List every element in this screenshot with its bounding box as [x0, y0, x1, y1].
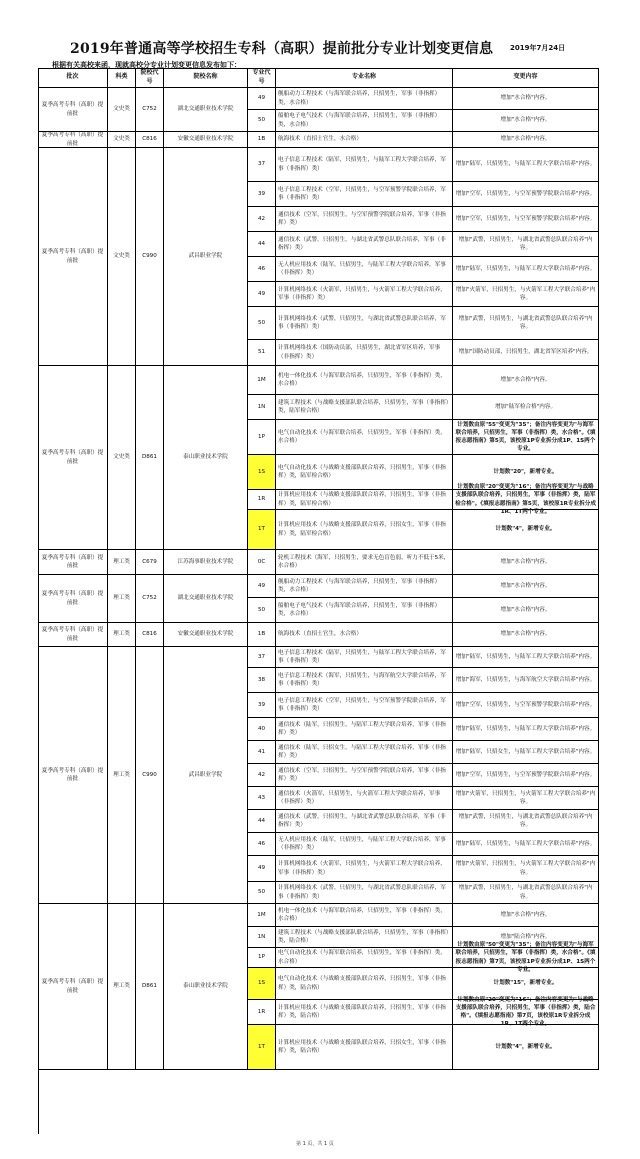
- change-content: 增加"陆军，只招女生，与陆军工程大学联合培养"内容。: [453, 741, 599, 764]
- group-school-code: C752: [136, 88, 164, 132]
- header-major-name: 专业名称: [276, 68, 453, 88]
- major-name: 建筑工程技术（与战略支援部队联合培养，只招男生，军事（非指挥）类，陆合格）: [276, 927, 453, 948]
- major-name: 计算机应用技术（与战略支援部队联合培养，只招男生，军事（非指挥）类，陆军检合格）: [276, 490, 453, 510]
- group-school-name: 安徽交通职业技术学院: [164, 132, 248, 148]
- change-content: 增加"海军，只招男生，与海军航空大学联合培养"内容。: [453, 668, 599, 693]
- change-content: 增加"空军，只招男生，与空军预警学院联合培养"内容。: [453, 693, 599, 718]
- major-name: 通信技术（武警，只招男生，与湖北省武警总队联合培养，军事（非指挥）类）: [276, 232, 453, 257]
- change-content: 增加"水合格"内容。: [453, 366, 599, 395]
- major-code: 50: [248, 598, 276, 623]
- major-code: 37: [248, 647, 276, 668]
- major-code: 1M: [248, 904, 276, 927]
- major-name: 计算机网络技术（武警，只招男生，与湖北省武警总队联合培养，军事（非指挥）类）: [276, 307, 453, 340]
- major-name: 航海技术（直招士官生，水合格）: [276, 623, 453, 647]
- change-content: 增加"陆军，只招男生，与陆军工程大学联合培养"内容。: [453, 148, 599, 182]
- major-code: 1S: [248, 968, 276, 1000]
- document-title: 2019年普通高等学校招生专科（高职）提前批分专业计划变更信息: [70, 41, 494, 57]
- change-content: 计划数由原"20"变更为"16"；备注内容变更为"与战略支援部队联合培养，只招男生，军事（非指挥）类，陆军检合格"。《填报志愿指南》第5页，该校原1R专业拆分成1R、1T两个专业。: [453, 490, 599, 510]
- major-name: 船舶电子电气技术（与海军联合培养，只招男生，军事（非指挥）类，水合格）: [276, 110, 453, 132]
- major-code: 44: [248, 810, 276, 833]
- change-content: 计划数由原"50"变更为"35"；备注内容变更为"与海军联合培养，只招男生，军事（非指挥）类，水合格"。《填报志愿指南》第7页，该校原1P专业拆分成1P、1S两个专业。: [453, 948, 599, 968]
- major-code: 43: [248, 787, 276, 810]
- major-code: 49: [248, 856, 276, 882]
- major-code: 1N: [248, 395, 276, 420]
- major-code: 1R: [248, 490, 276, 510]
- group-school-name: 江苏海事职业技术学院: [164, 550, 248, 575]
- group-batch: 夏季高考专科（高职）提前批: [38, 647, 108, 904]
- change-content: 增加"空军，只招男生，与空军预警学院联合培养"内容。: [453, 764, 599, 787]
- major-name: 电子信息工程技术（空军，只招男生，与空军预警学院联合培养，军事（非指挥）类）: [276, 693, 453, 718]
- group-batch: 夏季高考专科（高职）提前批: [38, 88, 108, 132]
- change-content: 增加"武警，只招男生，与湖北省武警总队联合培养"内容。: [453, 307, 599, 340]
- group-subject: 文史类: [108, 132, 136, 148]
- group-school-name: 安徽交通职业技术学院: [164, 623, 248, 647]
- major-code: 39: [248, 182, 276, 207]
- change-content: 增加"水合格"内容。: [453, 550, 599, 575]
- major-code: 1R: [248, 1000, 276, 1025]
- group-batch: 夏季高考专科（高职）提前批: [38, 623, 108, 647]
- major-code: 50: [248, 110, 276, 132]
- change-content: 增加"武警，只招男生，与湖北省武警总队联合培养"内容。: [453, 810, 599, 833]
- major-code: 1T: [248, 510, 276, 550]
- change-content: 计划数"4"，新增专业。: [453, 1025, 599, 1070]
- major-code: 1P: [248, 948, 276, 968]
- group-batch: 夏季高考专科（高职）提前批: [38, 148, 108, 366]
- change-content: 增加"武警，只招男生，与湖北省武警总队联合培养"内容。: [453, 232, 599, 257]
- major-code: 42: [248, 764, 276, 787]
- group-subject: 理工类: [108, 623, 136, 647]
- major-code: 1T: [248, 1025, 276, 1070]
- major-name: 电子信息工程技术（陆军，只招男生，与陆军工程大学联合培养，军事（非指挥）类）: [276, 148, 453, 182]
- group-school-code: C990: [136, 148, 164, 366]
- change-table: [38, 68, 599, 1134]
- header-change: 变更内容: [453, 68, 599, 88]
- group-subject: 理工类: [108, 550, 136, 575]
- major-name: 电子信息工程技术（空军，只招男生，与空军预警学院联合培养，军事（非指挥）类）: [276, 182, 453, 207]
- change-content: 增加"水合格"内容。: [453, 904, 599, 927]
- major-name: 电气自动化技术（与战略支援部队联合培养，只招男生，军事（非指挥）类，陆军检合格）: [276, 455, 453, 490]
- major-code: 40: [248, 718, 276, 741]
- major-name: 计算机网络技术（武警，只招男生，与湖北省武警总队联合培养，军事（非指挥）类）: [276, 882, 453, 904]
- change-content: 增加"陆军，只招男生，与陆军工程大学联合培养"内容。: [453, 257, 599, 282]
- major-code: 39: [248, 693, 276, 718]
- major-code: 50: [248, 307, 276, 340]
- change-content: 增加"国防动员部，只招男生，湖北省军区培养"内容。: [453, 340, 599, 366]
- major-name: 电气自动化技术（与战略支援部队联合培养，只招男生，军事（非指挥）类，陆合格）: [276, 968, 453, 1000]
- group-school-name: 湖北交通职业技术学院: [164, 575, 248, 623]
- page-footer: 第 1 页，共 1 页: [296, 1141, 334, 1147]
- major-code: 49: [248, 282, 276, 307]
- major-name: 无人机应用技术（陆军，只招男生，与陆军工程大学联合培养，军事（非指挥）类）: [276, 833, 453, 856]
- major-code: 38: [248, 668, 276, 693]
- change-content: 增加"陆军，只招男生，与陆军工程大学联合培养"内容。: [453, 718, 599, 741]
- major-code: 1P: [248, 420, 276, 455]
- major-code: 1M: [248, 366, 276, 395]
- major-name: 电子信息工程技术（陆军，只招男生，与陆军工程大学联合培养，军事（非指挥）类）: [276, 647, 453, 668]
- major-name: 计算机网络技术（火箭军，只招男生，与火箭军工程大学联合培养，军事（非指挥）类）: [276, 282, 453, 307]
- major-name: 通信技术（空军，只招男生，与空军预警学院联合培养，军事（非指挥）类）: [276, 764, 453, 787]
- major-name: 通信技术（火箭军，只招男生，与火箭军工程大学联合培养，军事（非指挥）类）: [276, 787, 453, 810]
- major-name: 电气自动化技术（与海军联合培养，只招男生，军事（非指挥）类，水合格）: [276, 948, 453, 968]
- major-code: 41: [248, 741, 276, 764]
- header-batch: 批次: [38, 68, 108, 88]
- intro-text: 根据有关高校来函，现就高校分专业计划变更信息发布如下：: [52, 61, 241, 69]
- change-content: 增加"陆合格"内容。: [453, 927, 599, 948]
- major-code: 44: [248, 232, 276, 257]
- major-name: 计算机网络技术（火箭军，只招男生，与火箭军工程大学联合培养，军事（非指挥）类）: [276, 856, 453, 882]
- group-subject: 理工类: [108, 904, 136, 1070]
- major-code: 49: [248, 88, 276, 110]
- change-content: 增加"火箭军，只招男生，与火箭军工程大学联合培养"内容。: [453, 856, 599, 882]
- group-batch: 夏季高考专科（高职）提前批: [38, 550, 108, 575]
- change-content: 增加"武警，只招男生，与湖北省武警总队联合培养"内容。: [453, 882, 599, 904]
- group-school-name: 泰山职业技术学院: [164, 366, 248, 550]
- major-name: 电子信息工程技术（海军，只招男生，与海军航空大学联合培养，军事（非指挥）类）: [276, 668, 453, 693]
- change-content: 增加"陆军，只招男生，与陆军工程大学联合培养"内容。: [453, 833, 599, 856]
- major-name: 计算机应用技术（与战略支援部队联合培养，只招女生，军事（非指挥）类，陆军检合格）: [276, 510, 453, 550]
- group-school-name: 武昌职业学院: [164, 647, 248, 904]
- group-school-code: D861: [136, 904, 164, 1070]
- major-name: 机电一体化技术（与海军联合培养，只招男生，军事（非指挥）类，水合格）: [276, 904, 453, 927]
- header-school-name: 院校名称: [164, 68, 248, 88]
- group-subject: 文史类: [108, 366, 136, 550]
- change-content: 增加"水合格"内容。: [453, 88, 599, 110]
- major-code: 1S: [248, 455, 276, 490]
- major-code: 42: [248, 207, 276, 232]
- change-content: 增加"火箭军，只招男生，与火箭军工程大学联合培养"内容。: [453, 282, 599, 307]
- group-batch: 夏季高考专科（高职）提前批: [38, 366, 108, 550]
- group-school-name: 武昌职业学院: [164, 148, 248, 366]
- major-code: 46: [248, 257, 276, 282]
- group-school-code: C752: [136, 575, 164, 623]
- group-subject: 理工类: [108, 647, 136, 904]
- major-name: 通信技术（空军，只招男生，与空军预警学院联合培养，军事（非指挥）类）: [276, 207, 453, 232]
- major-name: 舰船动力工程技术（与海军联合培养，只招男生，军事（非指挥）类，水合格）: [276, 575, 453, 598]
- change-content: 计划数"15"，新增专业。: [453, 968, 599, 1000]
- major-code: 1B: [248, 132, 276, 148]
- group-subject: 文史类: [108, 148, 136, 366]
- major-code: 51: [248, 340, 276, 366]
- change-content: 计划数由原"20"变更为"16"；备注内容变更为"与战略支援部队联合培养，只招男生，军事（非指挥）类，陆合格"。《填报志愿指南》第7页，该校原1R专业拆分成1R、1T两个专业。: [453, 1000, 599, 1025]
- major-name: 船舶电子电气技术（与海军联合培养，只招男生，军事（非指挥）类，水合格）: [276, 598, 453, 623]
- change-content: 增加"水合格"内容。: [453, 575, 599, 598]
- major-name: 电气自动化技术（与海军联合培养，只招男生，军事（非指挥）类，水合格）: [276, 420, 453, 455]
- major-name: 航海技术（直招士官生，水合格）: [276, 132, 453, 148]
- group-school-name: 泰山职业技术学院: [164, 904, 248, 1070]
- change-content: 计划数"20"，新增专业。: [453, 455, 599, 490]
- change-content: 增加"火箭军，只招男生，与火箭军工程大学联合培养"内容。: [453, 787, 599, 810]
- header-major-code: 专业代号: [248, 68, 276, 88]
- major-code: 37: [248, 148, 276, 182]
- group-school-code: C816: [136, 623, 164, 647]
- group-school-code: C990: [136, 647, 164, 904]
- change-content: 增加"水合格"内容。: [453, 623, 599, 647]
- group-batch: 夏季高考专科（高职）提前批: [38, 132, 108, 148]
- change-content: 计划数"4"，新增专业。: [453, 510, 599, 550]
- major-name: 计算机应用技术（与战略支援部队联合培养，只招女生，军事（非指挥）类，陆合格）: [276, 1025, 453, 1070]
- header-school-code: 院校代号: [136, 68, 164, 88]
- change-content: 计划数由原"55"变更为"35"；备注内容变更为"与海军联合培养，只招男生，军事（非指挥）类，水合格"。《填报志愿指南》第5页，该校原1P专业拆分成1P、1S两个专业。: [453, 420, 599, 455]
- major-code: 0C: [248, 550, 276, 575]
- major-name: 通信技术（陆军，只招男生，与陆军工程大学联合培养，军事（非指挥）类）: [276, 718, 453, 741]
- major-name: 通信技术（陆军，只招女生，与陆军工程大学联合培养，军事（非指挥）类）: [276, 741, 453, 764]
- group-school-code: C816: [136, 132, 164, 148]
- publish-date: 2019年7月24日: [510, 44, 566, 52]
- document-title-bar: [0, 38, 640, 60]
- major-name: 计算机应用技术（与战略支援部队联合培养，只招男生，军事（非指挥）类，陆合格）: [276, 1000, 453, 1025]
- major-name: 计算机网络技术（国防动员部，只招男生，湖北省军区培养，军事（非指挥）类）: [276, 340, 453, 366]
- change-content: 增加"水合格"内容。: [453, 132, 599, 148]
- major-name: 建筑工程技术（与战略支援部队联合培养，只招男生，军事（非指挥）类，陆军检合格）: [276, 395, 453, 420]
- major-code: 46: [248, 833, 276, 856]
- major-code: 49: [248, 575, 276, 598]
- change-content: 增加"空军，只招男生，与空军预警学院联合培养"内容。: [453, 182, 599, 207]
- change-content: 增加"水合格"内容。: [453, 598, 599, 623]
- change-content: 增加"水合格"内容。: [453, 110, 599, 132]
- group-subject: 理工类: [108, 575, 136, 623]
- major-code: 50: [248, 882, 276, 904]
- group-subject: 文史类: [108, 88, 136, 132]
- major-code: 1N: [248, 927, 276, 948]
- major-name: 舰船动力工程技术（与海军联合培养，只招男生，军事（非指挥）类，水合格）: [276, 88, 453, 110]
- group-school-name: 湖北交通职业技术学院: [164, 88, 248, 132]
- major-name: 机电一体化技术（与海军联合培养，只招男生，军事（非指挥）类，水合格）: [276, 366, 453, 395]
- group-batch: 夏季高考专科（高职）提前批: [38, 904, 108, 1070]
- header-subject: 科类: [108, 68, 136, 88]
- change-content: 增加"空军，只招男生，与空军预警学院联合培养"内容。: [453, 207, 599, 232]
- change-content: 增加"陆军检合格"内容。: [453, 395, 599, 420]
- major-name: 无人机应用技术（陆军，只招男生，与陆军工程大学联合培养，军事（非指挥）类）: [276, 257, 453, 282]
- major-name: 通信技术（武警，只招男生，与湖北省武警总队联合培养，军事（非指挥）类）: [276, 810, 453, 833]
- change-content: 增加"陆军，只招男生，与陆军工程大学联合培养"内容。: [453, 647, 599, 668]
- major-name: 轮机工程技术（海军，只招男生，要求无色盲色弱，听力不低于5米，水合格）: [276, 550, 453, 575]
- group-school-code: C679: [136, 550, 164, 575]
- group-batch: 夏季高考专科（高职）提前批: [38, 575, 108, 623]
- major-code: 1B: [248, 623, 276, 647]
- group-school-code: D861: [136, 366, 164, 550]
